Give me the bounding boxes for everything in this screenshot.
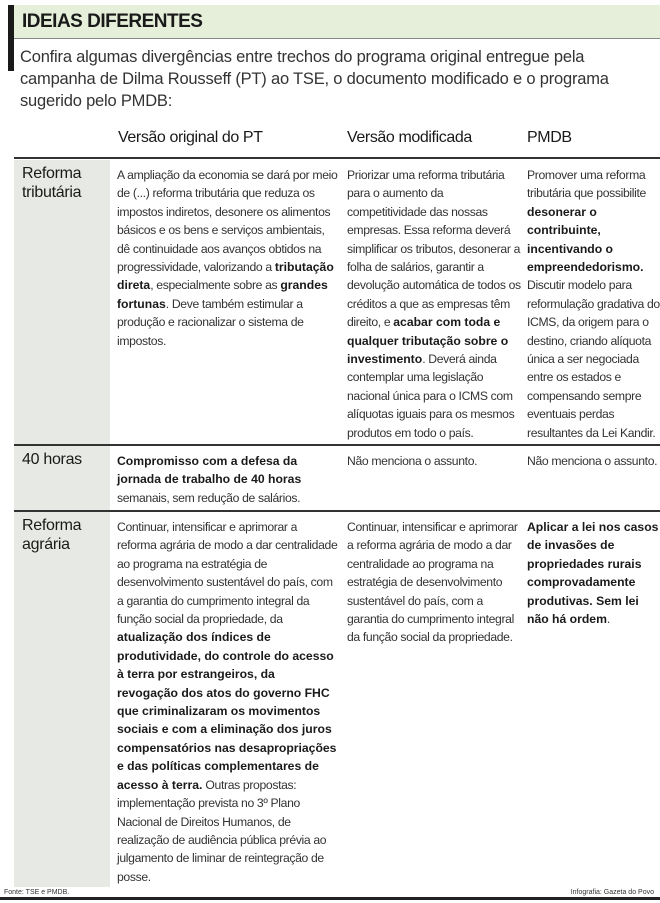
text-segment: Discutir modelo para reformulação gradativa do ICMS, da origem para o destino, criando alíquota única a ser negociada entre os estados e compensando sempre eventuais perdas resultantes da Lei Kandir. — [527, 278, 660, 440]
header-divider — [14, 157, 660, 159]
text-segment: . Deve também estimular a produção e racionalizar o sistema de impostos. — [117, 296, 304, 348]
text-segment: Continuar, intensificar e aprimorar a reforma agrária de modo a dar centralidade ao programa na estratégia de desenvolvimento sustentável do país, com a garantia do cumprimento integral da função social da propriedade. — [347, 520, 518, 645]
table-cell — [117, 452, 339, 507]
text-segment: , especialmente sobre as — [150, 278, 281, 293]
column-header-pmdb: PMDB — [527, 129, 572, 146]
bold-text-segment: atualização dos índices de produtividade, do controle do acesso à terra por estrangeiros, da revogação dos atos do governo FHC que criminalizaram os movimentos sociais e com a eliminação dos juros compensatórios nas desapropriações e das políticas complementares de acesso à terra. — [117, 630, 337, 792]
table-cell — [117, 518, 339, 886]
intro-text: Confira algumas divergências entre trechos do programa original entregue pela campanha de Dilma Rousseff (PT) ao TSE, o documento modificado e o programa sugerido pelo PMDB: — [20, 48, 609, 110]
bottom-divider — [0, 897, 660, 900]
table-cell — [347, 452, 522, 470]
row-label: Reforma tributária — [22, 165, 82, 201]
row-label: Reforma agrária — [22, 517, 82, 553]
table-cell — [527, 452, 660, 470]
text-segment: A ampliação da economia se dará por meio de (...) reforma tributária que reduza os impostos indiretos, desonere os alimentos básicos e os bens e serviços ambientais, dê continuidade aos avanços obtidos na progressividade, valorizando a — [117, 168, 338, 275]
table-cell — [527, 518, 660, 628]
text-segment: Não menciona o assunto. — [527, 454, 658, 468]
text-segment: Priorizar uma reforma tributária para o aumento da competitividade das nossas empresas. Essa reforma deverá simplificar os tributos, desonerar a folha de salários, garantir a devolução automática de todos os créditos a que as empresas têm direito, e — [347, 168, 521, 330]
table-cell — [347, 166, 522, 442]
table-row-reforma-agraria — [14, 512, 660, 887]
title-band — [14, 5, 660, 39]
row-label-cell — [14, 446, 110, 510]
infographic-credit: Infografia: Gazeta do Povo — [570, 889, 654, 896]
text-segment: semanais, sem redução de salários. — [117, 490, 301, 505]
text-segment: Continuar, intensificar e aprimorar a reforma agrária de modo a dar centralidade ao programa na estratégia de desenvolvimento sustentável do país, com a garantia do cumprimento integral da função social da propriedade, da — [117, 520, 338, 627]
bold-text-segment: Compromisso com a defesa da jornada de trabalho de 40 horas — [117, 454, 302, 487]
bold-text-segment: Aplicar a lei nos casos de invasões de propriedades rurais comprovadamente produtivas. Sem lei não há ordem — [527, 520, 659, 627]
bold-text-segment: acabar com toda e qualquer tributação sobre o investimento — [347, 315, 509, 367]
column-header-original: Versão original do PT — [118, 129, 263, 146]
table-row-40-horas — [14, 446, 660, 510]
bold-text-segment: grandes fortunas — [117, 278, 328, 311]
table-cell — [527, 166, 660, 442]
table-row-reforma-tributaria — [14, 160, 660, 444]
bold-text-segment: tributação direta — [117, 260, 334, 293]
column-header-modified: Versão modificada — [347, 129, 472, 146]
row-label-cell — [14, 160, 110, 444]
text-segment: . Deverá ainda contemplar uma legislação nacional única para o ICMS com alíquotas iguais para os mesmos produtos em todo o país. — [347, 352, 515, 440]
text-segment: Não menciona o assunto. — [347, 454, 478, 468]
text-segment: Outras propostas: implementação prevista no 3º Plano Nacional de Direitos Humanos, de realização de audiência pública prévia ao julgamento de liminar de reintegração de posse. — [117, 777, 327, 884]
source-note: Fonte: TSE e PMDB. — [4, 889, 70, 896]
row-label-cell — [14, 512, 110, 887]
table-cell — [347, 518, 522, 647]
row-label: 40 horas — [22, 451, 82, 468]
table-cell — [117, 166, 339, 350]
text-segment: Promover uma reforma tributária que possibilite — [527, 168, 646, 201]
page-title: IDEIAS DIFERENTES — [22, 11, 203, 32]
bold-text-segment: desonerar o contribuinte, incentivando o empreendedorismo. — [527, 204, 644, 275]
text-segment: . — [606, 612, 610, 627]
